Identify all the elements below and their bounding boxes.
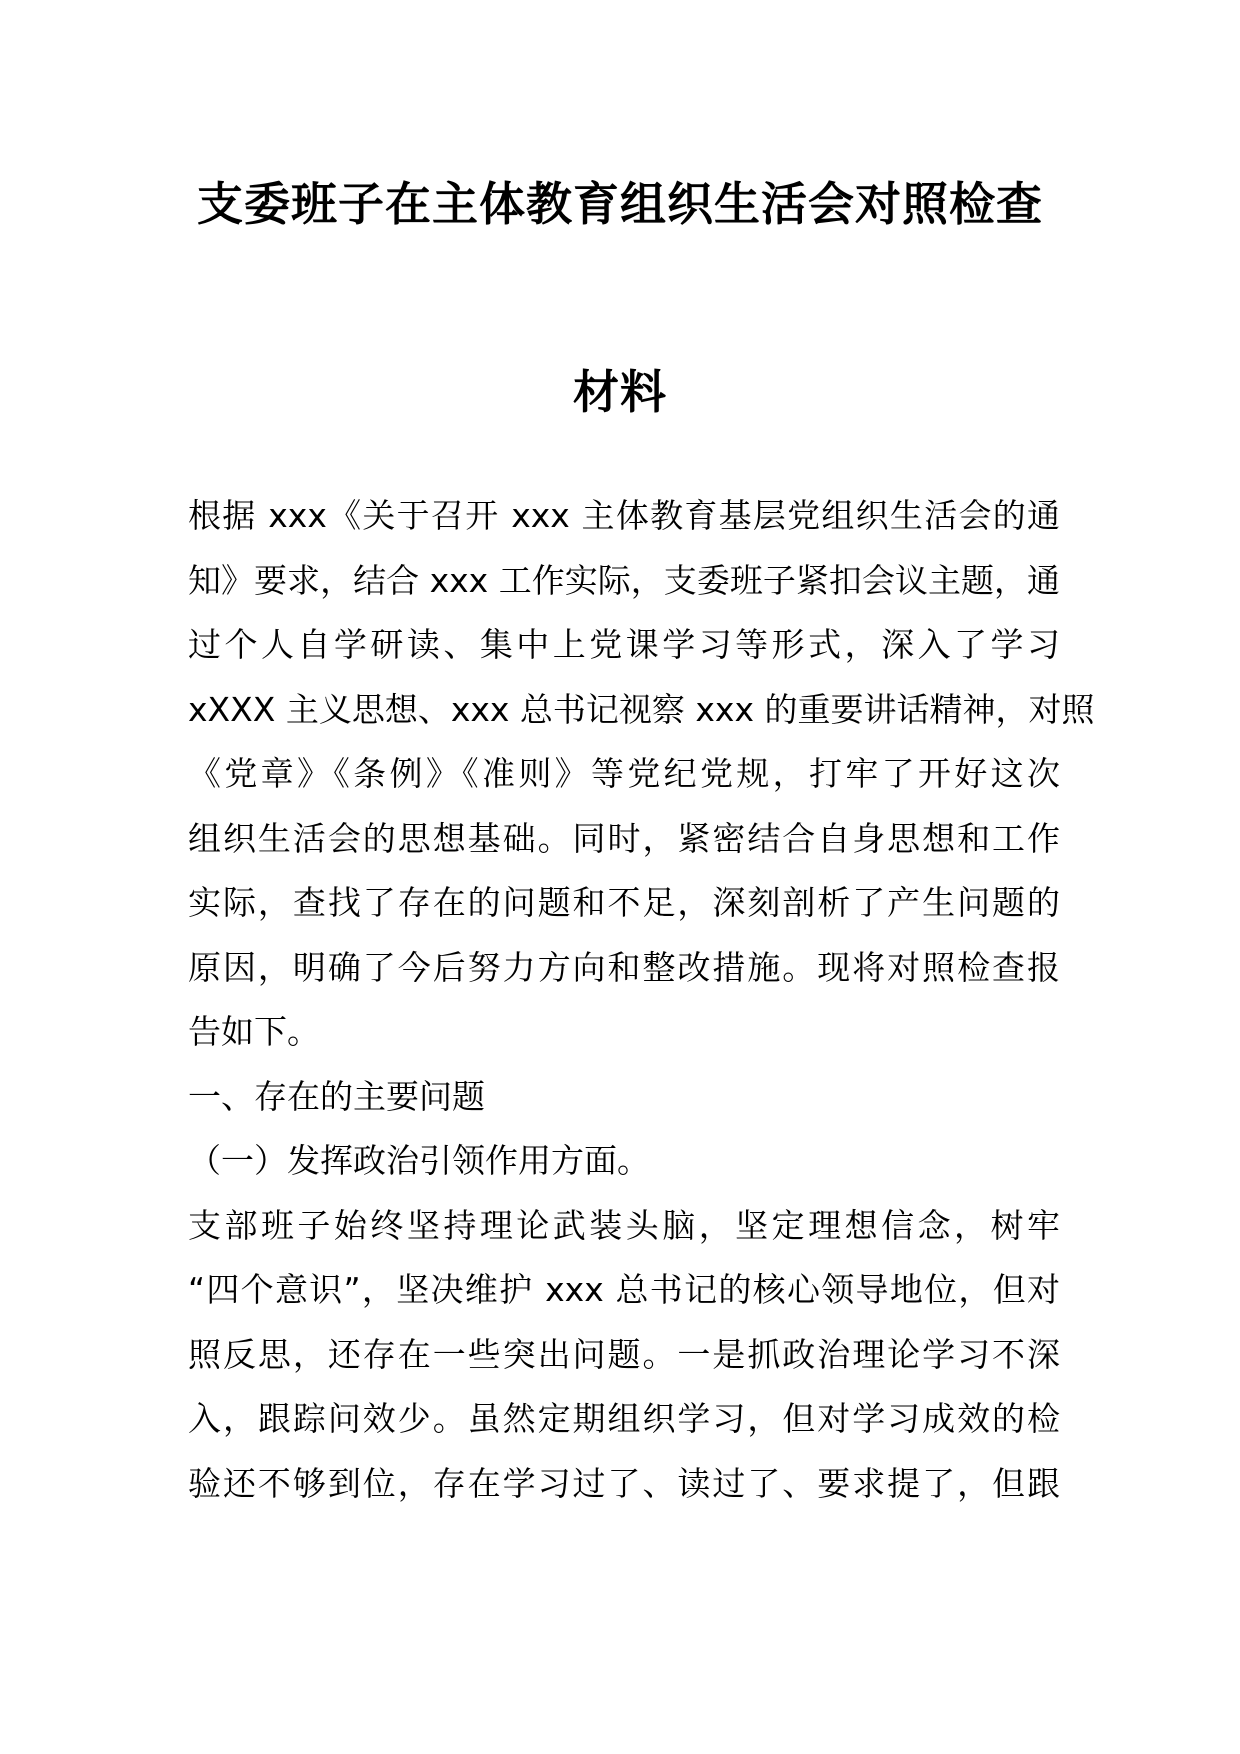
body-line: 知》要求，结合 xxx 工作实际，支委班子紧扣会议主题，通 [188,560,1060,600]
body-line: “四个意识”，坚决维护 xxx 总书记的核心领导地位，但对 [188,1270,1060,1309]
body-line: 支部班子始终坚持理论武装头脑，坚定理想信念，树牢 [188,1205,1060,1245]
body-line: 告如下。 [188,1012,320,1051]
body-line: 照反思，还存在一些突出问题。一是抓政治理论学习不深 [188,1334,1060,1374]
subsection-heading: （一）发挥政治引领作用方面。 [188,1141,650,1180]
body-line: 《党章》《条例》《准则》等党纪党规，打牢了开好这次 [188,754,1060,793]
body-line: 入，跟踪问效少。虽然定期组织学习，但对学习成效的检 [188,1399,1060,1438]
body-line: xXXX 主义思想、xxx 总书记视察 xxx 的重要讲话精神，对照 [188,689,1095,729]
body-line: 根据 xxx《关于召开 xxx 主体教育基层党组织生活会的通 [188,496,1060,535]
body-line: 过个人自学研读、集中上党课学习等形式，深入了学习 [188,625,1060,664]
body-line: 实际，查找了存在的问题和不足，深刻剖析了产生问题的 [188,883,1060,922]
body-line: 原因，明确了今后努力方向和整改措施。现将对照检查报 [188,947,1060,987]
document-title-line-2: 材料 [573,365,667,419]
body-line: 组织生活会的思想基础。同时，紧密结合自身思想和工作 [188,818,1060,858]
section-heading: 一、存在的主要问题 [188,1076,485,1116]
body-line: 验还不够到位，存在学习过了、读过了、要求提了，但跟 [188,1463,1060,1503]
document-title-line-1: 支委班子在主体教育组织生活会对照检查 [197,177,1043,231]
document-body [188,484,1095,1516]
